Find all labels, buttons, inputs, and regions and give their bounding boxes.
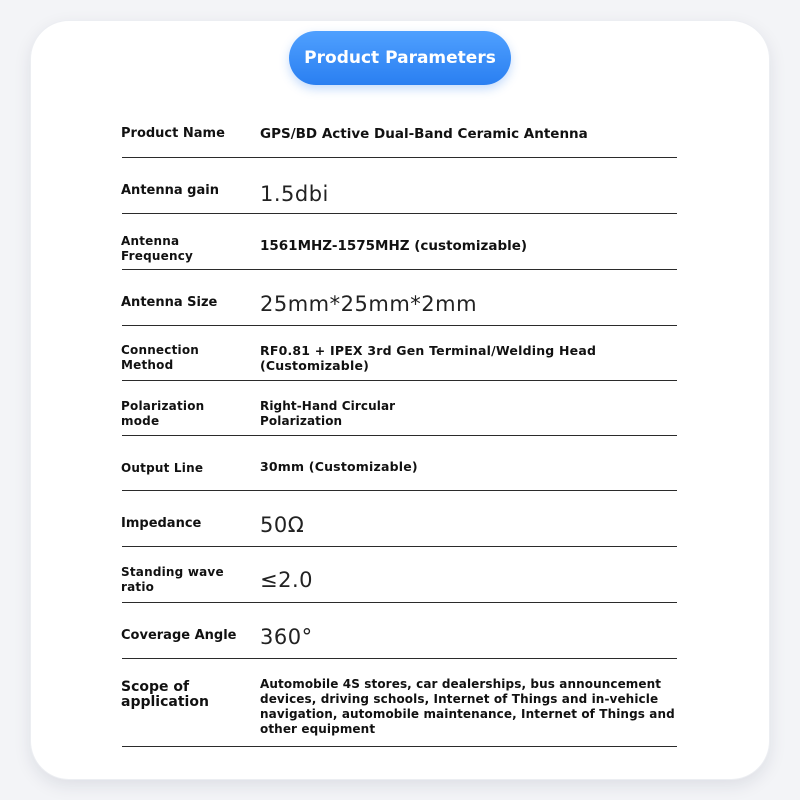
row-value: 1.5dbi <box>260 182 329 206</box>
row-value: 25mm*25mm*2mm <box>260 292 478 316</box>
row-value: 30mm (Customizable) <box>260 458 418 474</box>
table-row-impedance <box>0 491 800 547</box>
row-label: Antenna Frequency <box>121 234 194 263</box>
table-row-scope-of-application <box>0 659 800 747</box>
row-value: 1561MHZ-1575MHZ (customizable) <box>260 238 528 254</box>
table-row-output-line <box>0 436 800 491</box>
row-value: Automobile 4S stores, car dealerships, bus announcement devices, driving schools, Internet of Things and in-vehicle navigation, automobile maintenance, Internet of Things and other equipment <box>260 677 675 736</box>
row-value: GPS/BD Active Dual-Band Ceramic Antenna <box>260 125 588 142</box>
row-label: Antenna gain <box>121 182 219 198</box>
row-value: 50Ω <box>260 513 305 537</box>
row-label: Polarization mode <box>121 399 205 428</box>
row-value: 360° <box>260 625 313 649</box>
row-label: Output Line <box>121 460 204 475</box>
table-row-coverage-angle <box>0 603 800 659</box>
table-row-product-name <box>0 115 800 158</box>
section-title: Product Parameters <box>304 48 496 68</box>
table-row-antenna-gain <box>0 158 800 214</box>
row-divider <box>122 746 677 747</box>
row-label: Product Name <box>121 126 225 141</box>
row-value: RF0.81 + IPEX 3rd Gen Terminal/Welding Head (Customizable) <box>260 343 597 373</box>
table-row-connection-method <box>0 326 800 381</box>
row-value: ≤2.0 <box>260 568 313 592</box>
row-label: Coverage Angle <box>121 627 237 643</box>
row-label: Standing wave ratio <box>121 565 224 594</box>
row-label: Antenna Size <box>121 294 218 310</box>
row-label: Impedance <box>121 515 202 531</box>
table-row-polarization-mode <box>0 381 800 436</box>
row-value: Right-Hand Circular Polarization <box>260 399 396 428</box>
table-row-standing-wave-ratio <box>0 547 800 603</box>
table-row-antenna-size <box>0 270 800 326</box>
row-label: Connection Method <box>121 343 200 372</box>
table-row-antenna-frequency <box>0 214 800 270</box>
row-label: Scope of application <box>121 679 209 710</box>
